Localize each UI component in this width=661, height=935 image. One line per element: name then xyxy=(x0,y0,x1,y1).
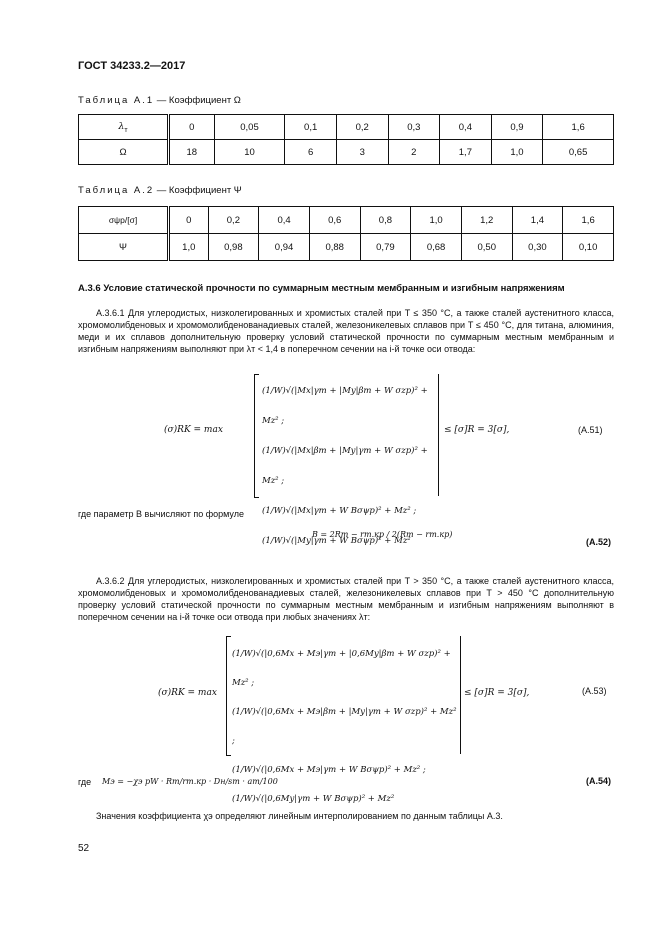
formula-a54: Mэ = −χэ pW · Rт/rт.кр · Dн/sт · aт/100 xyxy=(102,777,278,786)
table-cell: 0,8 xyxy=(360,207,411,234)
table-cell: 1,0 xyxy=(491,140,543,165)
where-b-text: где параметр B вычисляют по формуле xyxy=(78,509,244,519)
table-row xyxy=(79,140,614,165)
table-row xyxy=(79,207,614,234)
formula-a54-number: (А.54) xyxy=(586,776,612,786)
table-cell: 0,4 xyxy=(259,207,310,234)
table-cell: 6 xyxy=(285,140,337,165)
table-cell: 1,0 xyxy=(169,234,209,261)
table-cell: 0,88 xyxy=(309,234,360,261)
table-cell: 1,2 xyxy=(461,207,512,234)
formula-a51-lhs: (σ)RK = max xyxy=(164,425,223,435)
page-number: 52 xyxy=(78,843,90,854)
table-cell: 1,6 xyxy=(543,115,614,140)
table-cell: 0,68 xyxy=(411,234,462,261)
formula-a53-rhs: ≤ [σ]R = 3[σ], xyxy=(464,688,530,698)
formula-a53-line-1: (1/W)√(|0,6Mx + Mэ|γm + |0,6My|βm + W σzp)² + Mz² ; xyxy=(232,649,451,688)
table-cell: 0,9 xyxy=(491,115,543,140)
table1-row2-label: Ω xyxy=(79,140,169,165)
where-m-text: где xyxy=(78,777,92,787)
table-cell: 1,7 xyxy=(440,140,492,165)
formula-a51-line-3: (1/W)√(|Mx|γm + W Bσψp)² + Mz² ; xyxy=(262,506,417,516)
table-cell: 0,6 xyxy=(309,207,360,234)
table-cell: 0,2 xyxy=(208,207,259,234)
formula-a53-bar xyxy=(458,636,461,754)
paragraph-a362: А.3.6.2 Для углеродистых, низколегированных и хромистых сталей при T > 350 °С, а также сталей аустенитного класса, хромомолибденовых и хромомолибденованадиевых сталей, железоникелевых сплавов при T > 450 °С дополнительную проверку условий статической прочности по суммарным местным мембранным и изгибным напряжениям выполняют в поперечном сечении на i-й точке оси отвода при любых значениях λт: xyxy=(78,576,614,622)
table1-row1-label: $\lambda_т$ xyxy=(79,115,169,140)
table-cell: 0,94 xyxy=(259,234,310,261)
formula-a51-line-4: (1/W)√(|My|γm + W Bσψp)² + Mz² xyxy=(262,536,411,546)
formula-a51-line-2: (1/W)√(|Mx|βm + |My|γm + W σzp)² + Mz² ; xyxy=(262,446,428,486)
table-cell: 0,30 xyxy=(512,234,563,261)
table-cell: 10 xyxy=(214,140,285,165)
section-title: А.3.6 Условие статической прочности по суммарным местным мембранным и изгибным напряжениям xyxy=(78,283,565,294)
formula-a53-number: (А.53) xyxy=(582,686,607,696)
table-cell: 2 xyxy=(388,140,440,165)
formula-a51-number: (А.51) xyxy=(578,425,603,435)
table-cell: 0 xyxy=(169,115,215,140)
formula-a51-brace xyxy=(254,374,259,498)
table-cell: 1,6 xyxy=(563,207,614,234)
formula-a51-lines xyxy=(262,376,437,556)
table-cell: 0 xyxy=(169,207,209,234)
formula-a51-rhs: ≤ [σ]R = 3[σ], xyxy=(444,425,510,435)
paragraph-chi: Значения коэффициента χэ определяют линейным интерполированием по данным таблицы А.3. xyxy=(96,811,503,821)
formula-a53-lhs: (σ)RK = max xyxy=(158,688,217,698)
formula-a53-brace xyxy=(226,636,231,756)
table-a2 xyxy=(78,206,614,261)
table2-row2-label: Ψ xyxy=(79,234,169,261)
table-cell: 0,98 xyxy=(208,234,259,261)
table-cell: 18 xyxy=(169,140,215,165)
formula-a51-bar xyxy=(436,374,439,496)
table2-row1-label: σψр/[σ] xyxy=(79,207,169,234)
formula-a52: B = 2Rт − rт.кр / 2(Rт − rт.кр) xyxy=(312,530,453,539)
table-cell: 0,05 xyxy=(214,115,285,140)
table-cell: 1,0 xyxy=(411,207,462,234)
table2-caption: Таблица А.2 — Коэффициент Ψ xyxy=(78,185,242,196)
table-cell: 0,4 xyxy=(440,115,492,140)
table-cell: 0,3 xyxy=(388,115,440,140)
document-header: ГОСТ 34233.2—2017 xyxy=(78,60,186,72)
table-cell: 0,65 xyxy=(543,140,614,165)
formula-a53-lines xyxy=(232,640,458,814)
formula-a53-line-4: (1/W)√(|0,6My|γm + W Bσψp)² + Mz² xyxy=(232,794,395,804)
formula-a53-line-3: (1/W)√(|0,6Mx + Mэ|γm + W Bσψp)² + Mz² ; xyxy=(232,765,426,775)
table-row xyxy=(79,115,614,140)
table-cell: 1,4 xyxy=(512,207,563,234)
table-cell: 0,79 xyxy=(360,234,411,261)
table-row xyxy=(79,234,614,261)
formula-a51-line-1: (1/W)√(|Mx|γm + |My|βm + W σzp)² + Mz² ; xyxy=(262,386,428,426)
paragraph-a361: А.3.6.1 Для углеродистых, низколегированных и хромистых сталей при T ≤ 350 °С, а также сталей аустенитного класса, хромомолибденовых и хромомолибденованадиевых сталей, железоникелевых сплавов при T ≤ 450 °С, для титана, алюминия, меди и их сплавов дополнительную проверку условий статической прочности по суммарным местным мембранным и изгибным напряжениям выполняют при λт < 1,4 в поперечном сечении на i-й точке оси отвода: xyxy=(78,308,614,354)
table-cell: 0,2 xyxy=(336,115,388,140)
table-cell: 0,50 xyxy=(461,234,512,261)
table1-caption: Таблица А.1 — Коэффициент Ω xyxy=(78,95,241,106)
formula-a53-line-2: (1/W)√(|0,6Mx + Mэ|βm + |My|γm + W σzp)² + Mz² ; xyxy=(232,707,457,746)
table-cell: 3 xyxy=(336,140,388,165)
table-a1 xyxy=(78,114,614,165)
formula-a52-number: (А.52) xyxy=(586,537,612,547)
table-cell: 0,10 xyxy=(563,234,614,261)
table-cell: 0,1 xyxy=(285,115,337,140)
